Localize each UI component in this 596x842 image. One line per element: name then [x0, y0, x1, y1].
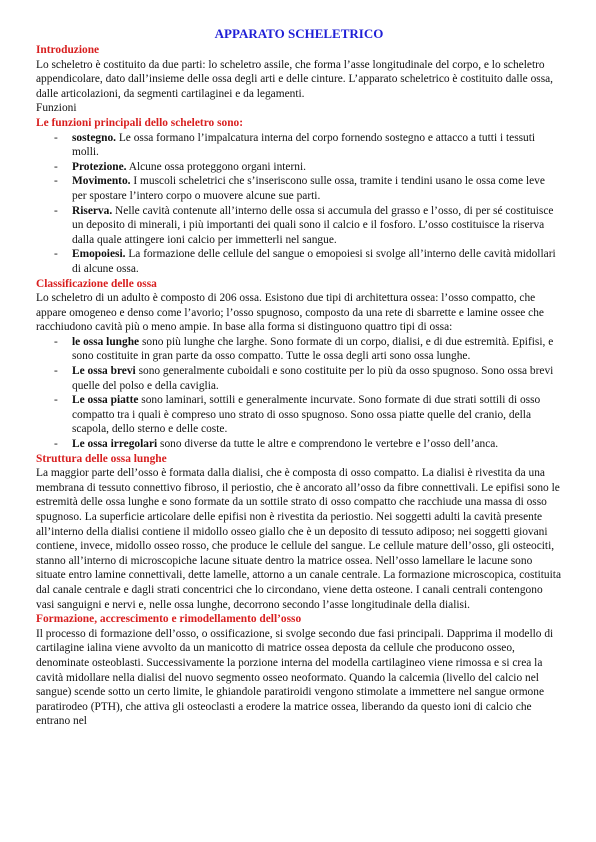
list-tipi-ossa — [36, 335, 562, 452]
heading-struttura: Struttura delle ossa lunghe — [36, 452, 167, 465]
list-item — [72, 247, 562, 276]
heading-funzioni: Le funzioni principali dello scheletro sono: — [36, 116, 244, 129]
list-item — [72, 437, 562, 452]
list-item — [72, 204, 562, 248]
list-item-term: Riserva. — [72, 204, 113, 217]
list-item — [72, 393, 562, 437]
list-item-term: Movimento. — [72, 175, 131, 188]
list-item-term: Le ossa irregolari — [72, 438, 158, 451]
list-item-term: le ossa lunghe — [72, 335, 140, 348]
heading-classificazione: Classificazione delle ossa — [36, 277, 157, 290]
page-title: APPARATO SCHELETRICO — [214, 26, 384, 41]
list-item-text: sono laminari, sottili e generalmente incurvate. Sono formate di due strati sottili di osso compatto tra i quali è compreso uno strato di osso spugnoso. Sono ossa piatte quelle del cranio, della scapola, dello sterno e delle coste. — [72, 394, 541, 436]
list-item-term: Protezione. — [72, 160, 127, 173]
heading-formazione: Formazione, accrescimento e rimodellamento dell’osso — [36, 613, 302, 626]
list-item-text: La formazione delle cellule del sangue o emopoiesi si svolge all’interno delle cavità midollari di alcune ossa. — [72, 248, 556, 275]
list-item-term: Emopoiesi. — [72, 248, 126, 261]
list-item-text: Le ossa formano l’impalcatura interna del corpo fornendo sostegno e attacco a tutti i tessuti molli. — [72, 131, 536, 159]
list-item — [72, 174, 562, 203]
list-item-term: Le ossa piatte — [72, 394, 139, 407]
list-item — [72, 160, 562, 175]
list-item — [72, 364, 562, 393]
list-funzioni — [36, 131, 562, 277]
paragraph-classificazione: Lo scheletro di un adulto è composto di 206 ossa. Esistono due tipi di architettura ossea: l’osso compatto, che appare omogeneo e denso come l’avorio; l’osso spugnoso, composto da una rete di sbarrette e lamine ossee che racchiudono cavità più o meno ampie. In base alla forma si distinguono quattro tipi di ossa: — [36, 292, 544, 334]
list-item-text: sono generalmente cuboidali e sono costituite per lo più da osso spugnoso. Sono ossa brevi quelle del polso e della caviglia. — [72, 365, 554, 392]
list-item — [72, 131, 562, 160]
list-item-text: I muscoli scheletrici che s’inseriscono sulle ossa, tramite i tendini usano le ossa come leve per spostare l’intero corpo o muovere alcune sue parti. — [72, 175, 545, 202]
document-page — [36, 26, 562, 729]
list-item-text: sono diverse da tutte le altre e comprendono le vertebre e l’osso dell’anca. — [157, 438, 499, 451]
heading-introduzione: Introduzione — [36, 44, 100, 56]
list-item-text: Alcune ossa proteggono organi interni. — [126, 160, 306, 173]
paragraph-struttura: La maggior parte dell’osso è formata dalla dialisi, che è composta di osso compatto. La dialisi è rivestita da una membrana di tessuto connettivo fibroso, il periostio, che è ancorato all’osso da fibre connettivali. Le epifisi sono le estremità delle ossa lunghe e sono formate da un sottile strato di osso compatto che racchiude una massa di osso spugnoso. La superficie articolare delle epifisi non è rivestita da periostio. Nei soggetti adulti la cavità presente all’interno della dialisi contiene il midollo osseo giallo che è un deposito di tessuto adiposo; nei soggetti giovani contiene, invece, midollo osseo rosso, che produce le cellule del sangue. Le cellule mature dell’osso, gli osteociti, stanno all’interno di microscopiche lacune situate dentro la matrice ossea. Nell’osso lamellare le lacune sono situate entro lamine connettivali, dette lamelle, attorno a un canale centrale. La formazione microscopica, costituita dal canale centrale e dagli strati concentrici che lo circondano, viene detta osteone. I canali centrali contengono vasi sanguigni e nervi e, nelle ossa lunghe, decorrono secondo l’asse longitudinale della dialisi. — [36, 467, 562, 611]
list-item-text: sono più lunghe che larghe. Sono formate di un corpo, dialisi, e di due estremità. Epifisi, e sono costituite in gran parte da osso compatto. Tutte le ossa degli arti sono ossa lunghe. — [72, 335, 554, 363]
paragraph-formazione: Il processo di formazione dell’osso, o ossificazione, si svolge secondo due fasi principali. Dapprima il modello di cartilagine ialina viene avvolto da un manicotto di matrice ossea deposta da cellule che producono osseo, denominate osteoblasti. Successivamente la porzione interna del modella cartilagineo viene rimossa e si crea la cavità midollare nella dialisi del nuovo segmento osseo neoformato. Quando la calcemia (livello del calcio nel sangue) scende sotto un certo limite, le ghiandole paratiroidi vengono stimolate a immettere nel sangue ormone paratirodeo (PTH), che attiva gli osteoclasti a erodere la matrice ossea, liberando da questo ioni di calcio che entrano nel — [36, 627, 554, 728]
list-item-text: Nelle cavità contenute all’interno delle ossa si accumula del grasso e l’osso, di per sé costituisce un deposito di minerali, i più importanti dei quali sono il calcio e il fosforo. L’osso costituisce la riserva dalla quale attingere ioni calcio per immetterli nel sangue. — [72, 204, 554, 246]
list-item-term: Le ossa brevi — [72, 365, 136, 378]
list-item — [72, 335, 562, 364]
paragraph-introduzione: Lo scheletro è costituito da due parti: lo scheletro assile, che forma l’asse longitudinale del corpo, e lo scheletro appendicolare, dato dall’insieme delle ossa degli arti e delle cinture. L’apparato scheletrico è costituito dalle ossa, dalle articolazioni, da segmenti cartilaginei e da legamenti. — [36, 58, 554, 100]
label-funzioni: Funzioni — [36, 102, 77, 115]
list-item-term: sostegno. — [72, 131, 116, 144]
